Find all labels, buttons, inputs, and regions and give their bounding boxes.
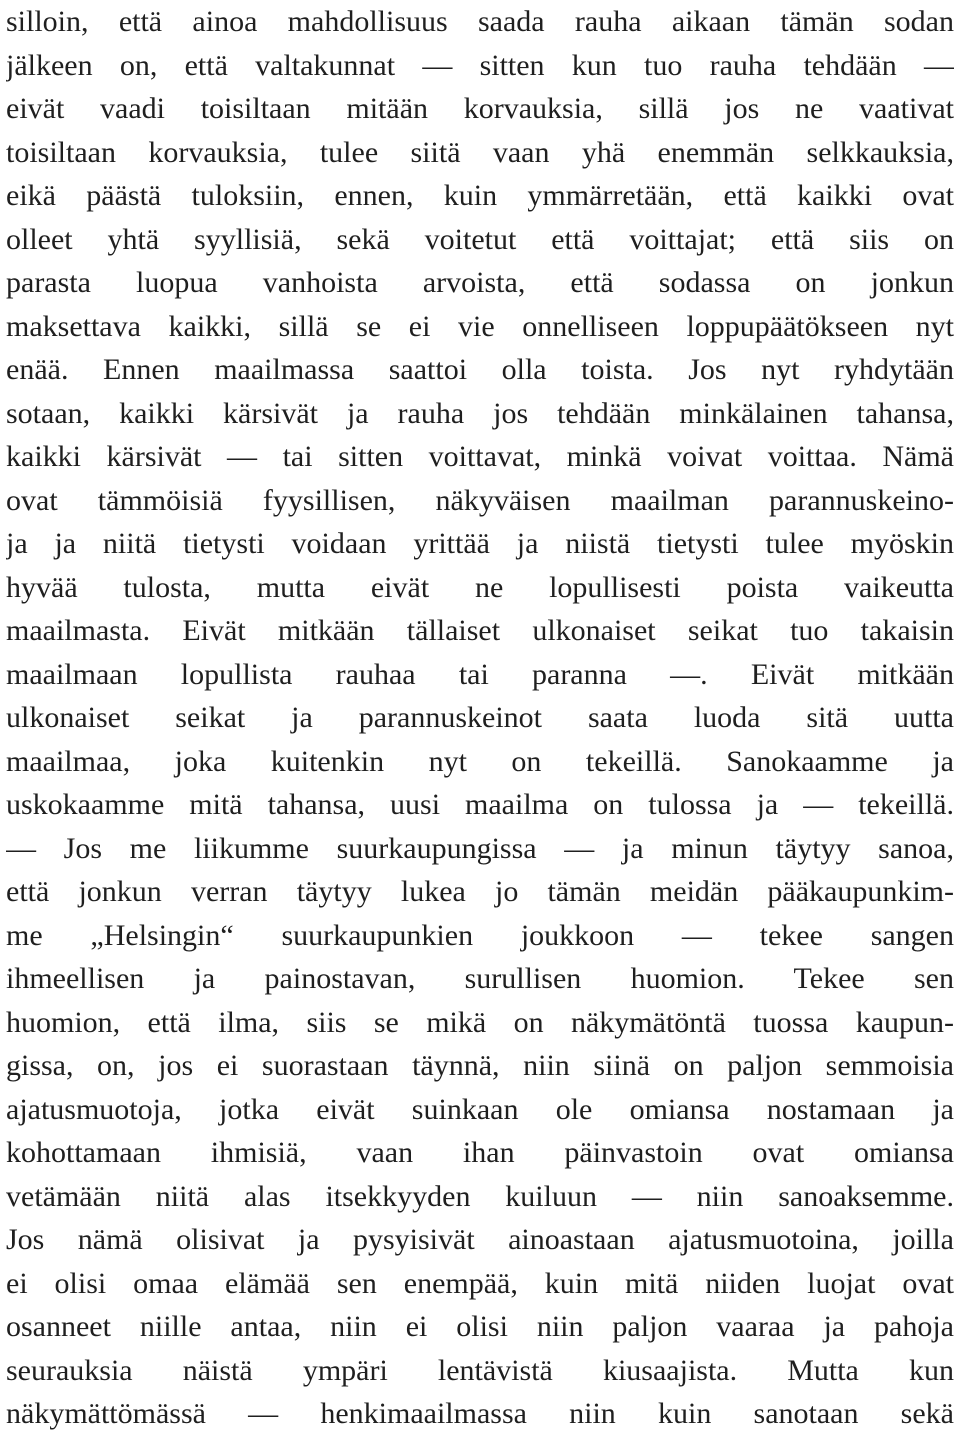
text-line: silloin, että ainoa mahdollisuus saada rauha aikaan tämän sodan — [6, 5, 954, 38]
text-line: seurauksia näistä ympäri lentävistä kiusaajista. Mutta kun — [6, 1353, 954, 1387]
text-line: olleet yhtä syyllisiä, sekä voitetut että voittajat; että siis on — [6, 222, 954, 256]
text-line: ja ja niitä tietysti voidaan yrittää ja niistä tietysti tulee myöskin — [6, 527, 954, 560]
text-line: sotaan, kaikki kärsivät ja rauha jos tehdään minkälainen tahansa, — [6, 396, 954, 430]
text-line: eikä päästä tuloksiin, ennen, kuin ymmärretään, että kaikki ovat — [6, 179, 954, 212]
text-line: jälkeen on, että valtakunnat — sitten kun tuo rauha tehdään — — [6, 48, 954, 82]
text-line: uskokaamme mitä tahansa, uusi maailma on tulossa ja — tekeillä. — [6, 788, 954, 821]
text-line: ihmeellisen ja painostavan, surullisen huomion. Tekee sen — [6, 962, 954, 995]
text-line: gissa, on, jos ei suorastaan täynnä, niin siinä on paljon semmoisia — [6, 1049, 954, 1082]
text-line: hyvää tulosta, mutta eivät ne lopullisesti poista vaikeutta — [6, 570, 954, 604]
text-line: maksettava kaikki, sillä se ei vie onnelliseen loppupäätökseen nyt — [6, 309, 954, 343]
text-line: näkymättömässä — henkimaailmassa niin kuin sanotaan sekä — [6, 1397, 954, 1430]
text-line: vetämään niitä alas itsekkyyden kuiluun — niin sanoaksemme. — [6, 1179, 954, 1213]
text-line: osanneet niille antaa, niin ei olisi niin paljon vaaraa ja pahoja — [6, 1310, 954, 1343]
text-line: kohottamaan ihmisiä, vaan ihan päinvastoin ovat omiansa — [6, 1136, 954, 1169]
text-line: Jos nämä olisivat ja pysyisivät ainoastaan ajatusmuotoina, joilla — [6, 1223, 954, 1256]
text-line: maailmaan lopullista rauhaa tai paranna —. Eivät mitkään — [6, 657, 954, 691]
text-line: kaikki kärsivät — tai sitten voittavat, minkä voivat voittaa. Nämä — [6, 440, 954, 473]
text-line: ajatusmuotoja, jotka eivät suinkaan ole omiansa nostamaan ja — [6, 1092, 954, 1126]
body-text — [6, 0, 954, 1431]
text-line: parasta luopua vanhoista arvoista, että sodassa on jonkun — [6, 266, 954, 299]
text-line: maailmaa, joka kuitenkin nyt on tekeillä. Sanokaamme ja — [6, 744, 954, 778]
text-line: — Jos me liikumme suurkaupungissa — ja minun täytyy sanoa, — [6, 831, 954, 865]
text-line: että jonkun verran täytyy lukea jo tämän meidän pääkaupunkim- — [6, 875, 954, 908]
text-line: me „Helsingin“ suurkaupunkien joukkoon — tekee sangen — [6, 918, 954, 952]
text-line: huomion, että ilma, siis se mikä on näkymätöntä tuossa kaupun- — [6, 1005, 954, 1039]
text-line: ei olisi omaa elämää sen enempää, kuin mitä niiden luojat ovat — [6, 1266, 954, 1300]
text-line: eivät vaadi toisiltaan mitään korvauksia, sillä jos ne vaativat — [6, 92, 954, 125]
text-line: enää. Ennen maailmassa saattoi olla toista. Jos nyt ryhdytään — [6, 353, 954, 386]
text-line: toisiltaan korvauksia, tulee siitä vaan yhä enemmän selkkauksia, — [6, 135, 954, 169]
text-line: ovat tämmöisiä fyysillisen, näkyväisen maailman parannuskeino- — [6, 483, 954, 517]
text-line: ulkonaiset seikat ja parannuskeinot saata luoda sitä uutta — [6, 701, 954, 734]
text-line: maailmasta. Eivät mitkään tällaiset ulkonaiset seikat tuo takaisin — [6, 614, 954, 647]
